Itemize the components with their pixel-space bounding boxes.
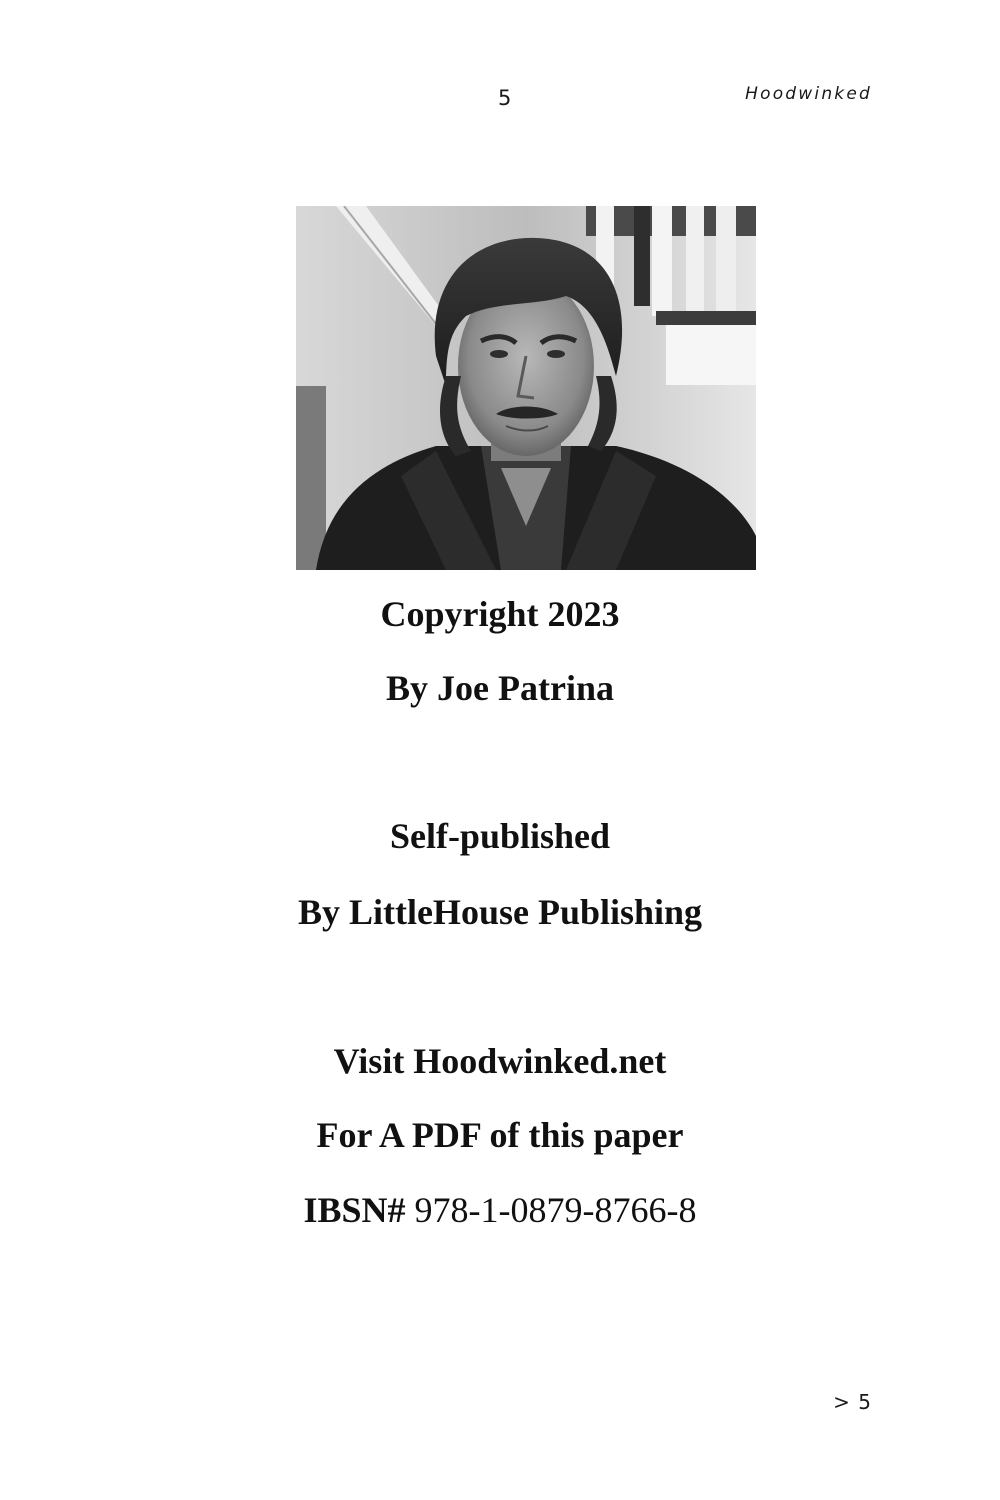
isbn-label: IBSN# (303, 1190, 406, 1230)
author-portrait-image (296, 206, 756, 570)
publish-type-line: Self-published (389, 816, 611, 856)
page-indicator-footer: > 5 (833, 1390, 872, 1414)
visit-website-line: Visit Hoodwinked.net (333, 1041, 667, 1081)
isbn-line (0, 1188, 1000, 1232)
page-number: 5 (498, 86, 512, 110)
book-title-header: Hoodwinked (745, 84, 872, 104)
copyright-line: Copyright 2023 (380, 594, 620, 634)
isbn-value: 978-1-0879-8766-8 (414, 1190, 697, 1230)
author-photo (296, 206, 756, 570)
publisher-line: By LittleHouse Publishing (297, 892, 703, 932)
pdf-line: For A PDF of this paper (316, 1115, 684, 1155)
author-line: By Joe Patrina (386, 668, 614, 708)
running-header (0, 84, 1000, 116)
